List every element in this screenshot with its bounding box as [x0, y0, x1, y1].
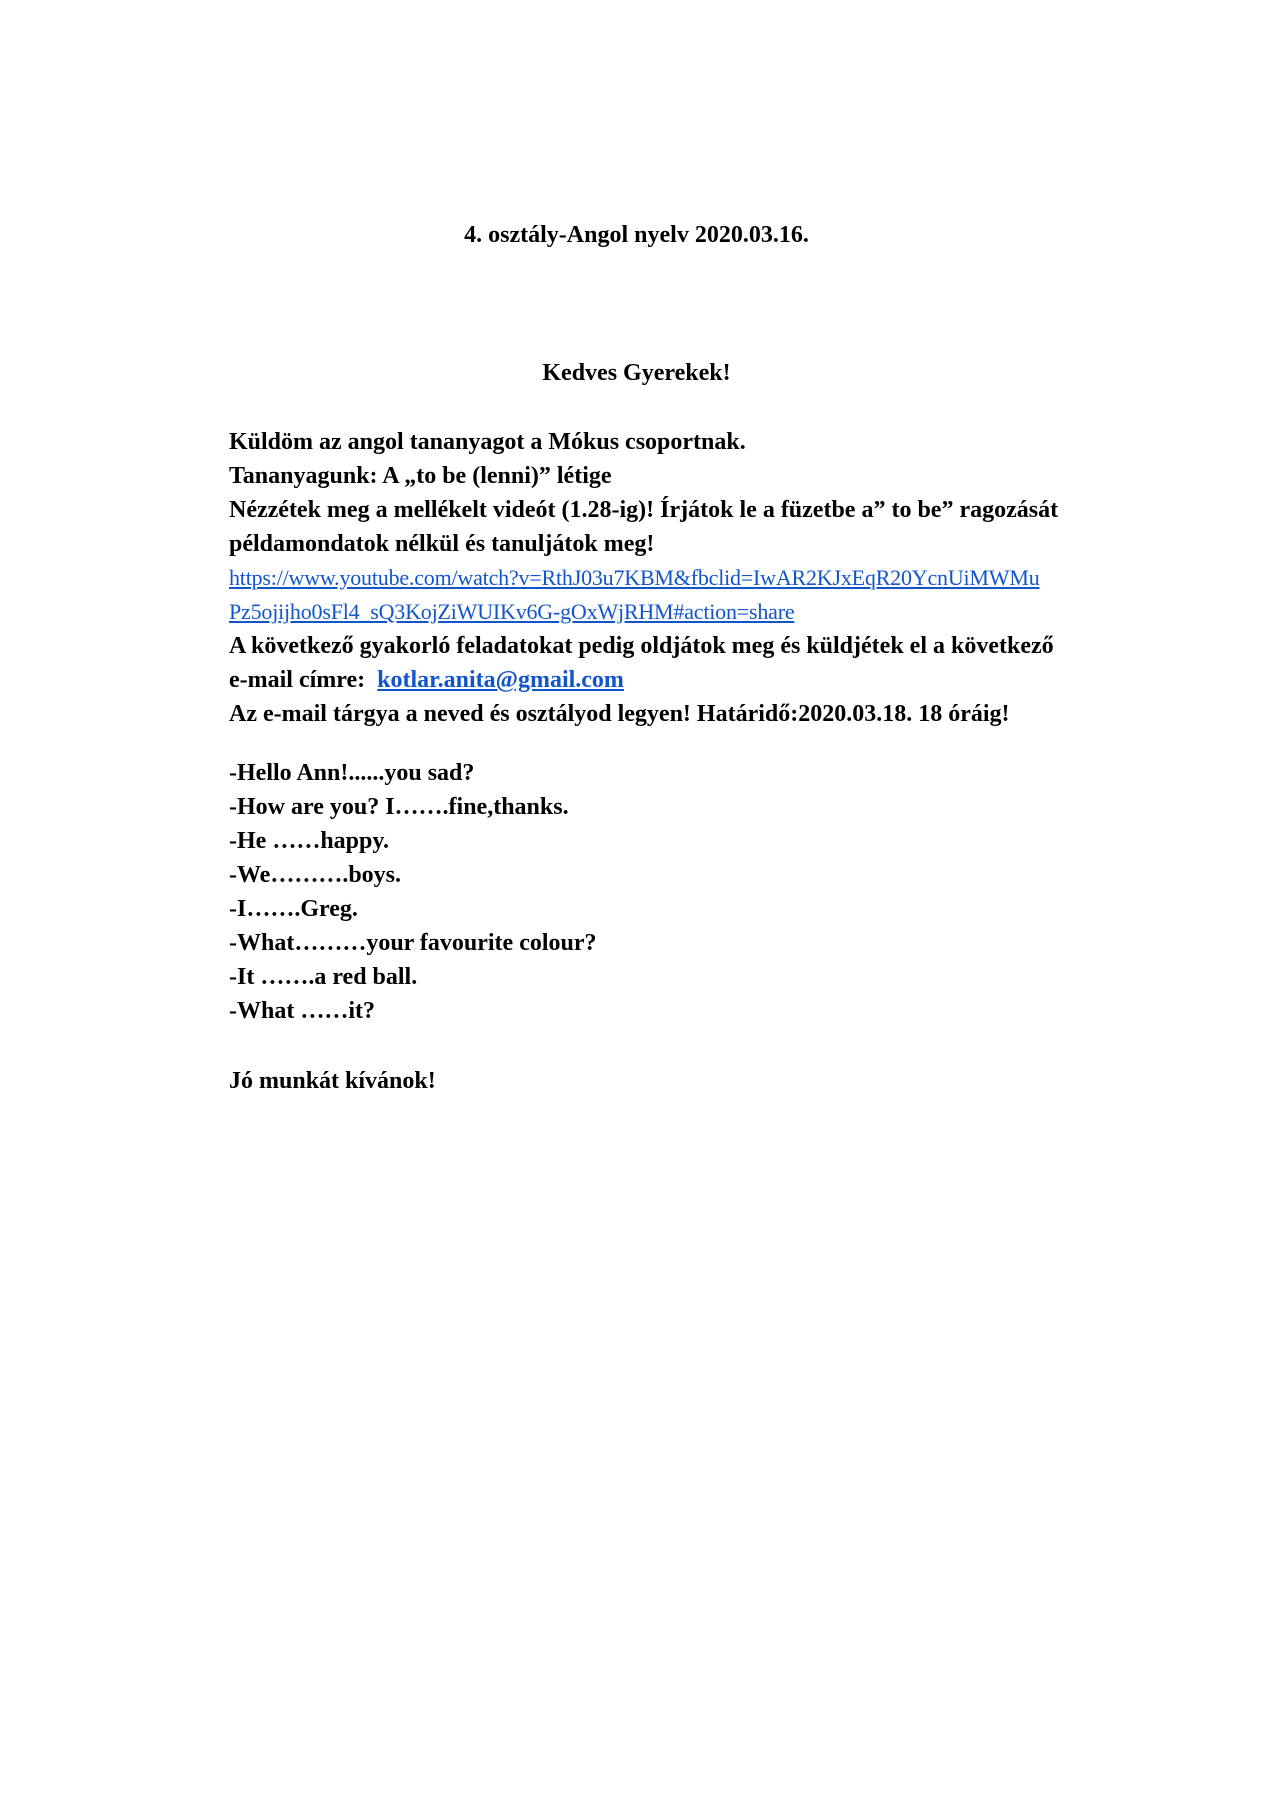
exercise-item: -He ……happy.	[229, 828, 390, 854]
video-link-line-2[interactable]: Pz5ojijho0sFl4_sQ3KojZiWUIKv6G-gOxWjRHM#action=share	[229, 599, 795, 624]
paragraph-line: Küldöm az angol tananyagot a Mókus csoportnak.	[229, 429, 746, 455]
exercise-item: -I…….Greg.	[229, 896, 358, 922]
task-line: A következő gyakorló feladatokat pedig oldjátok meg és küldjétek el a következő	[229, 633, 1054, 659]
exercise-item: -Hello Ann!......you sad?	[229, 760, 475, 786]
closing-line: Jó munkát kívánok!	[229, 1068, 436, 1094]
video-link-line-1[interactable]: https://www.youtube.com/watch?v=RthJ03u7KBM&fbclid=IwAR2KJxEqR20YcnUiMWMu	[229, 565, 1040, 590]
exercise-list	[229, 756, 597, 1028]
exercise-item: -How are you? I…….fine,thanks.	[229, 794, 569, 820]
subject-line: Az e-mail tárgya a neved és osztályod legyen! Határidő:2020.03.18. 18 óráig!	[229, 701, 1010, 727]
exercise-item: -It …….a red ball.	[229, 964, 418, 990]
document-title: 4. osztály-Angol nyelv 2020.03.16.	[464, 222, 809, 248]
email-line	[229, 663, 1129, 697]
email-link[interactable]: kotlar.anita@gmail.com	[377, 667, 624, 693]
paragraph-line: Tananyagunk: A „to be (lenni)” létige	[229, 463, 612, 489]
paragraph-line: példamondatok nélkül és tanuljátok meg!	[229, 531, 655, 557]
greeting: Kedves Gyerekek!	[542, 360, 731, 386]
paragraph-line: Nézzétek meg a mellékelt videót (1.28-ig)! Írjátok le a füzetbe a” to be” ragozását	[229, 497, 1059, 523]
exercise-item: -What………your favourite colour?	[229, 930, 597, 956]
exercise-item: -We……….boys.	[229, 862, 402, 888]
exercise-item: -What ……it?	[229, 998, 375, 1024]
email-line-prefix: e-mail címre:	[229, 667, 378, 693]
instructions-block	[229, 425, 1129, 731]
